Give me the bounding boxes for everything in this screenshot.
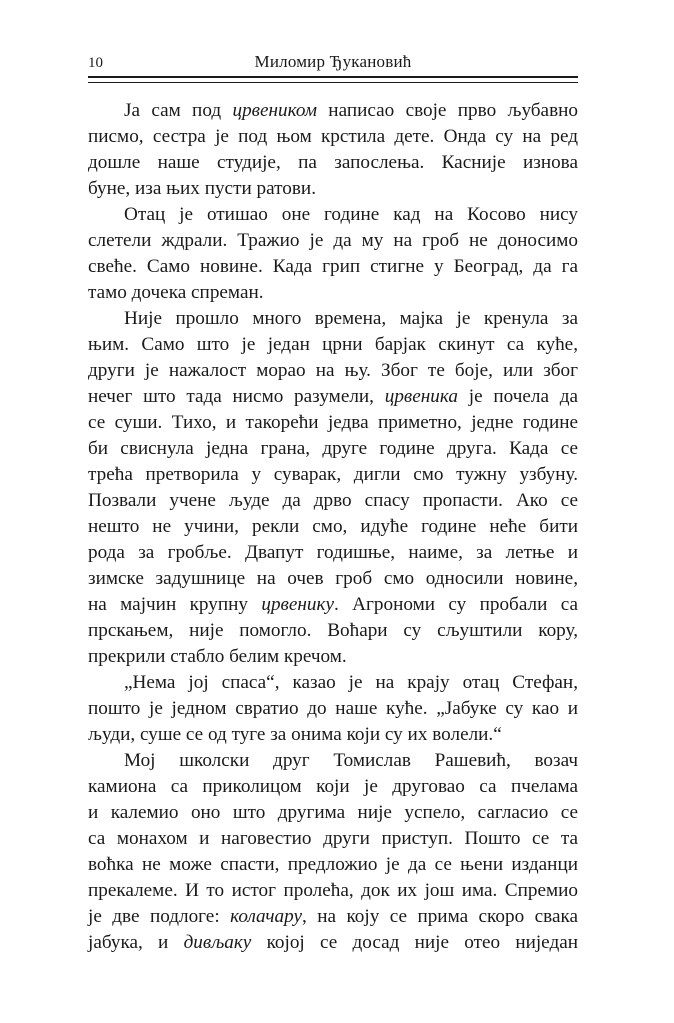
- text-segment: други је нажалост морао на њу. Због те боје, или због: [88, 360, 578, 381]
- text-segment: њим. Само што је један црни барјак скинут са куће,: [88, 334, 578, 355]
- text-line: [88, 280, 578, 306]
- text-line: [88, 748, 578, 774]
- text-line: [88, 98, 578, 124]
- text-line: [88, 618, 578, 644]
- text-segment: дошле наше студије, па запослења. Касније изнова: [88, 152, 578, 173]
- text-line: [88, 774, 578, 800]
- text-line: [88, 722, 578, 748]
- text-segment: би свиснула једна грана, друге године друга. Када се: [88, 438, 578, 459]
- text-line: [88, 826, 578, 852]
- text-segment: нешто не учини, рекли смо, идуће године неће бити: [88, 516, 578, 537]
- text-segment: буне, иза њих пусти ратови.: [88, 178, 316, 199]
- text-line: [88, 488, 578, 514]
- text-line: [88, 228, 578, 254]
- text-segment: камиона са приколицом који је друговао са пчелама: [88, 776, 578, 797]
- text-segment: тамо дочека спреман.: [88, 282, 264, 303]
- text-line: [88, 254, 578, 280]
- text-segment: писмо, сестра је под њом крстила дете. Онда су на ред: [88, 126, 578, 147]
- text-line: [88, 384, 578, 410]
- text-segment: воћка не може спасти, предложио је да се њени изданци: [88, 854, 578, 875]
- text-line: [88, 592, 578, 618]
- text-segment: трећа претворила у суварак, дигли смо тужну узбуну.: [88, 464, 578, 485]
- text-segment: зимске задушнице на очев гроб смо односили новине,: [88, 568, 578, 589]
- text-segment: прекалеме. И то истог пролећа, док их још има. Спремио: [88, 880, 578, 901]
- text-segment: . Агрономи су пробали са: [334, 594, 578, 615]
- text-line: [88, 566, 578, 592]
- text-line: [88, 852, 578, 878]
- italic-word: црвенику: [261, 594, 334, 615]
- text-line: [88, 514, 578, 540]
- text-segment: којој се досад није отео ниједан: [251, 932, 578, 953]
- text-segment: Мој школски друг Томислав Рашевић, возач: [124, 750, 578, 771]
- text-line: [88, 904, 578, 930]
- text-segment: људи, суше се од туге за онима који су их волели.“: [88, 724, 502, 745]
- text-segment: пошто је једном свратио до наше куће. „Јабуке су као и: [88, 698, 578, 719]
- text-segment: јабука, и: [88, 932, 184, 953]
- text-segment: рода за гробље. Двапут годишње, наиме, за летње и: [88, 542, 578, 563]
- body-text: [88, 98, 578, 956]
- italic-word: црвеника: [384, 386, 458, 407]
- text-segment: Није прошло много времена, мајка је кренула за: [124, 308, 578, 329]
- page-number: 10: [88, 55, 103, 71]
- text-segment: прекрили стабло белим кречом.: [88, 646, 347, 667]
- text-segment: Отац је отишао оне године кад на Косово нису: [124, 204, 578, 225]
- text-segment: написао своје прво љубавно: [316, 100, 578, 121]
- text-segment: са монахом и наговестио други приступ. Пошто се та: [88, 828, 578, 849]
- text-line: [88, 124, 578, 150]
- text-segment: на мајчин крупну: [88, 594, 262, 615]
- text-segment: нечег што тада нисмо разумели,: [88, 386, 385, 407]
- text-line: [88, 150, 578, 176]
- text-line: [88, 930, 578, 956]
- text-segment: слетели ждрали. Тражио је да му на гроб не доносимо: [88, 230, 578, 251]
- text-segment: и калемио оно што другима није успело, сагласио се: [88, 802, 578, 823]
- running-head-author: Миломир Ђукановић: [254, 52, 412, 71]
- text-line: [88, 306, 578, 332]
- text-line: [88, 202, 578, 228]
- text-line: [88, 358, 578, 384]
- text-line: [88, 462, 578, 488]
- text-line: [88, 800, 578, 826]
- text-segment: , на коју се прима скоро свака: [302, 906, 579, 927]
- header-rule: [88, 76, 578, 83]
- text-line: [88, 332, 578, 358]
- text-line: [88, 176, 578, 202]
- text-line: [88, 436, 578, 462]
- text-segment: свеће. Само новине. Када грип стигне у Београд, да га: [88, 256, 578, 277]
- text-line: [88, 540, 578, 566]
- text-segment: је почела да: [457, 386, 578, 407]
- text-line: [88, 670, 578, 696]
- text-line: [88, 696, 578, 722]
- italic-word: колачару: [230, 906, 302, 927]
- text-segment: „Нема јој спаса“, казао је на крају отац Стефан,: [124, 672, 578, 693]
- text-segment: се суши. Тихо, и такорећи једва приметно, једне године: [88, 412, 578, 433]
- italic-word: дивљаку: [183, 932, 252, 953]
- text-line: [88, 410, 578, 436]
- italic-word: црвеником: [232, 100, 317, 121]
- text-segment: је две подлоге:: [88, 906, 231, 927]
- text-segment: Позвали учене људе да дрво спасу пропасти. Ако се: [88, 490, 578, 511]
- text-line: [88, 644, 578, 670]
- text-segment: прскањем, није помогло. Воћари су сљуштили кору,: [88, 620, 578, 641]
- text-line: [88, 878, 578, 904]
- text-segment: Ја сам под: [124, 100, 233, 121]
